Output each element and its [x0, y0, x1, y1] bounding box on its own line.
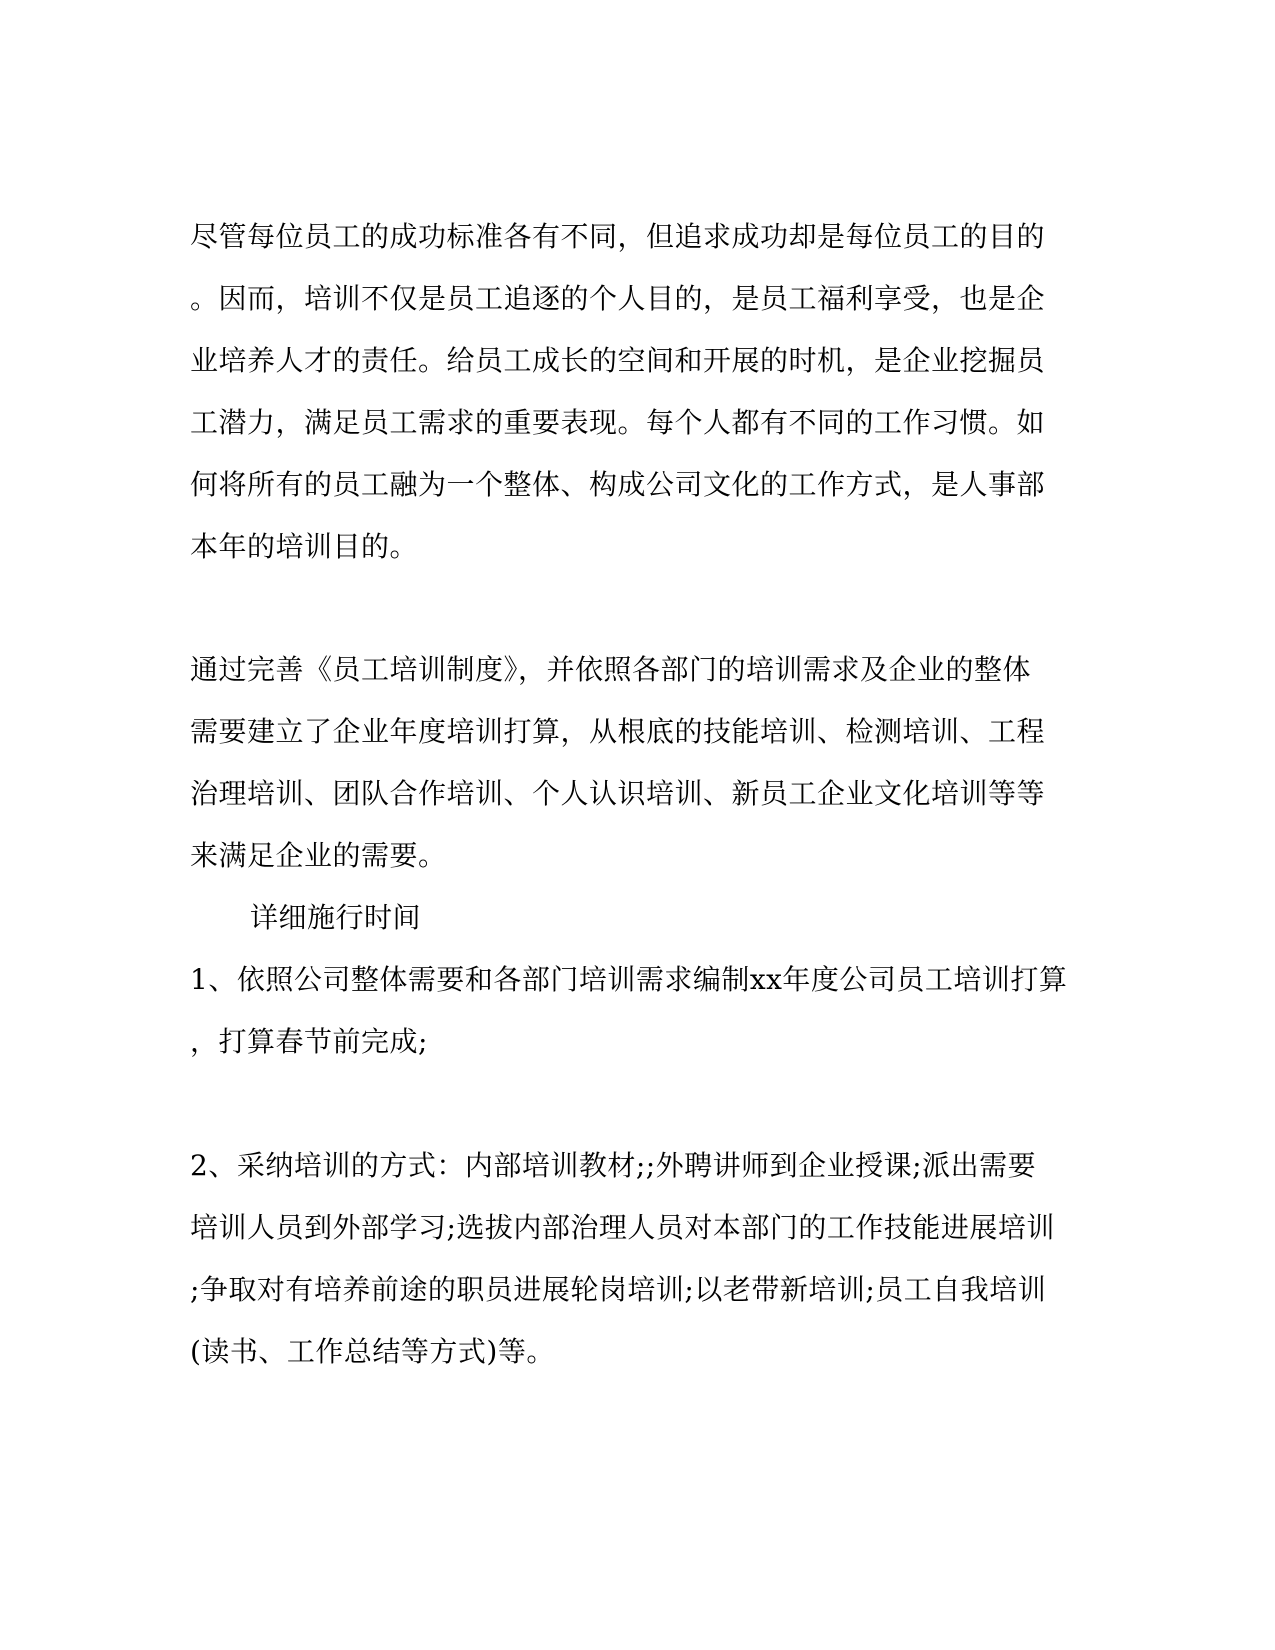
paragraph-1-line-5: 何将所有的员工融为一个整体、构成公司文化的工作方式，是人事部	[190, 468, 1046, 501]
section-heading: 详细施行时间	[250, 901, 422, 934]
paragraph-1-line-2: 。因而，培训不仅是员工追逐的个人目的，是员工福利享受，也是企	[190, 282, 1046, 315]
paragraph-1-line-3: 业培养人才的责任。给员工成长的空间和开展的时机，是企业挖掘员	[190, 344, 1046, 377]
paragraph-1-line-6: 本年的培训目的。	[190, 530, 419, 563]
item-2-line-3: ;争取对有培养前途的职员进展轮岗培训;以老带新培训;员工自我培训	[190, 1273, 1047, 1306]
item-2-line-2: 培训人员到外部学习;选拔内部治理人员对本部门的工作技能进展培训	[190, 1211, 1055, 1244]
item-1-line-2: ，打算春节前完成;	[190, 1025, 428, 1058]
paragraph-2-line-3: 治理培训、团队合作培训、个人认识培训、新员工企业文化培训等等	[190, 777, 1046, 810]
item-1-line-1: 1、依照公司整体需要和各部门培训需求编制xx年度公司员工培训打算	[190, 963, 1068, 996]
paragraph-1-line-4: 工潜力，满足员工需求的重要表现。每个人都有不同的工作习惯。如	[190, 406, 1046, 439]
paragraph-1-line-1: 尽管每位员工的成功标准各有不同，但追求成功却是每位员工的目的	[190, 220, 1046, 253]
item-2-line-4: (读书、工作总结等方式)等。	[190, 1335, 555, 1368]
paragraph-2-line-2: 需要建立了企业年度培训打算，从根底的技能培训、检测培训、工程	[190, 715, 1046, 748]
paragraph-2-line-4: 来满足企业的需要。	[190, 839, 447, 872]
item-2-line-1: 2、采纳培训的方式：内部培训教材;;外聘讲师到企业授课;派出需要	[190, 1149, 1037, 1182]
paragraph-2-line-1: 通过完善《员工培训制度》，并依照各部门的培训需求及企业的整体	[190, 653, 1032, 686]
